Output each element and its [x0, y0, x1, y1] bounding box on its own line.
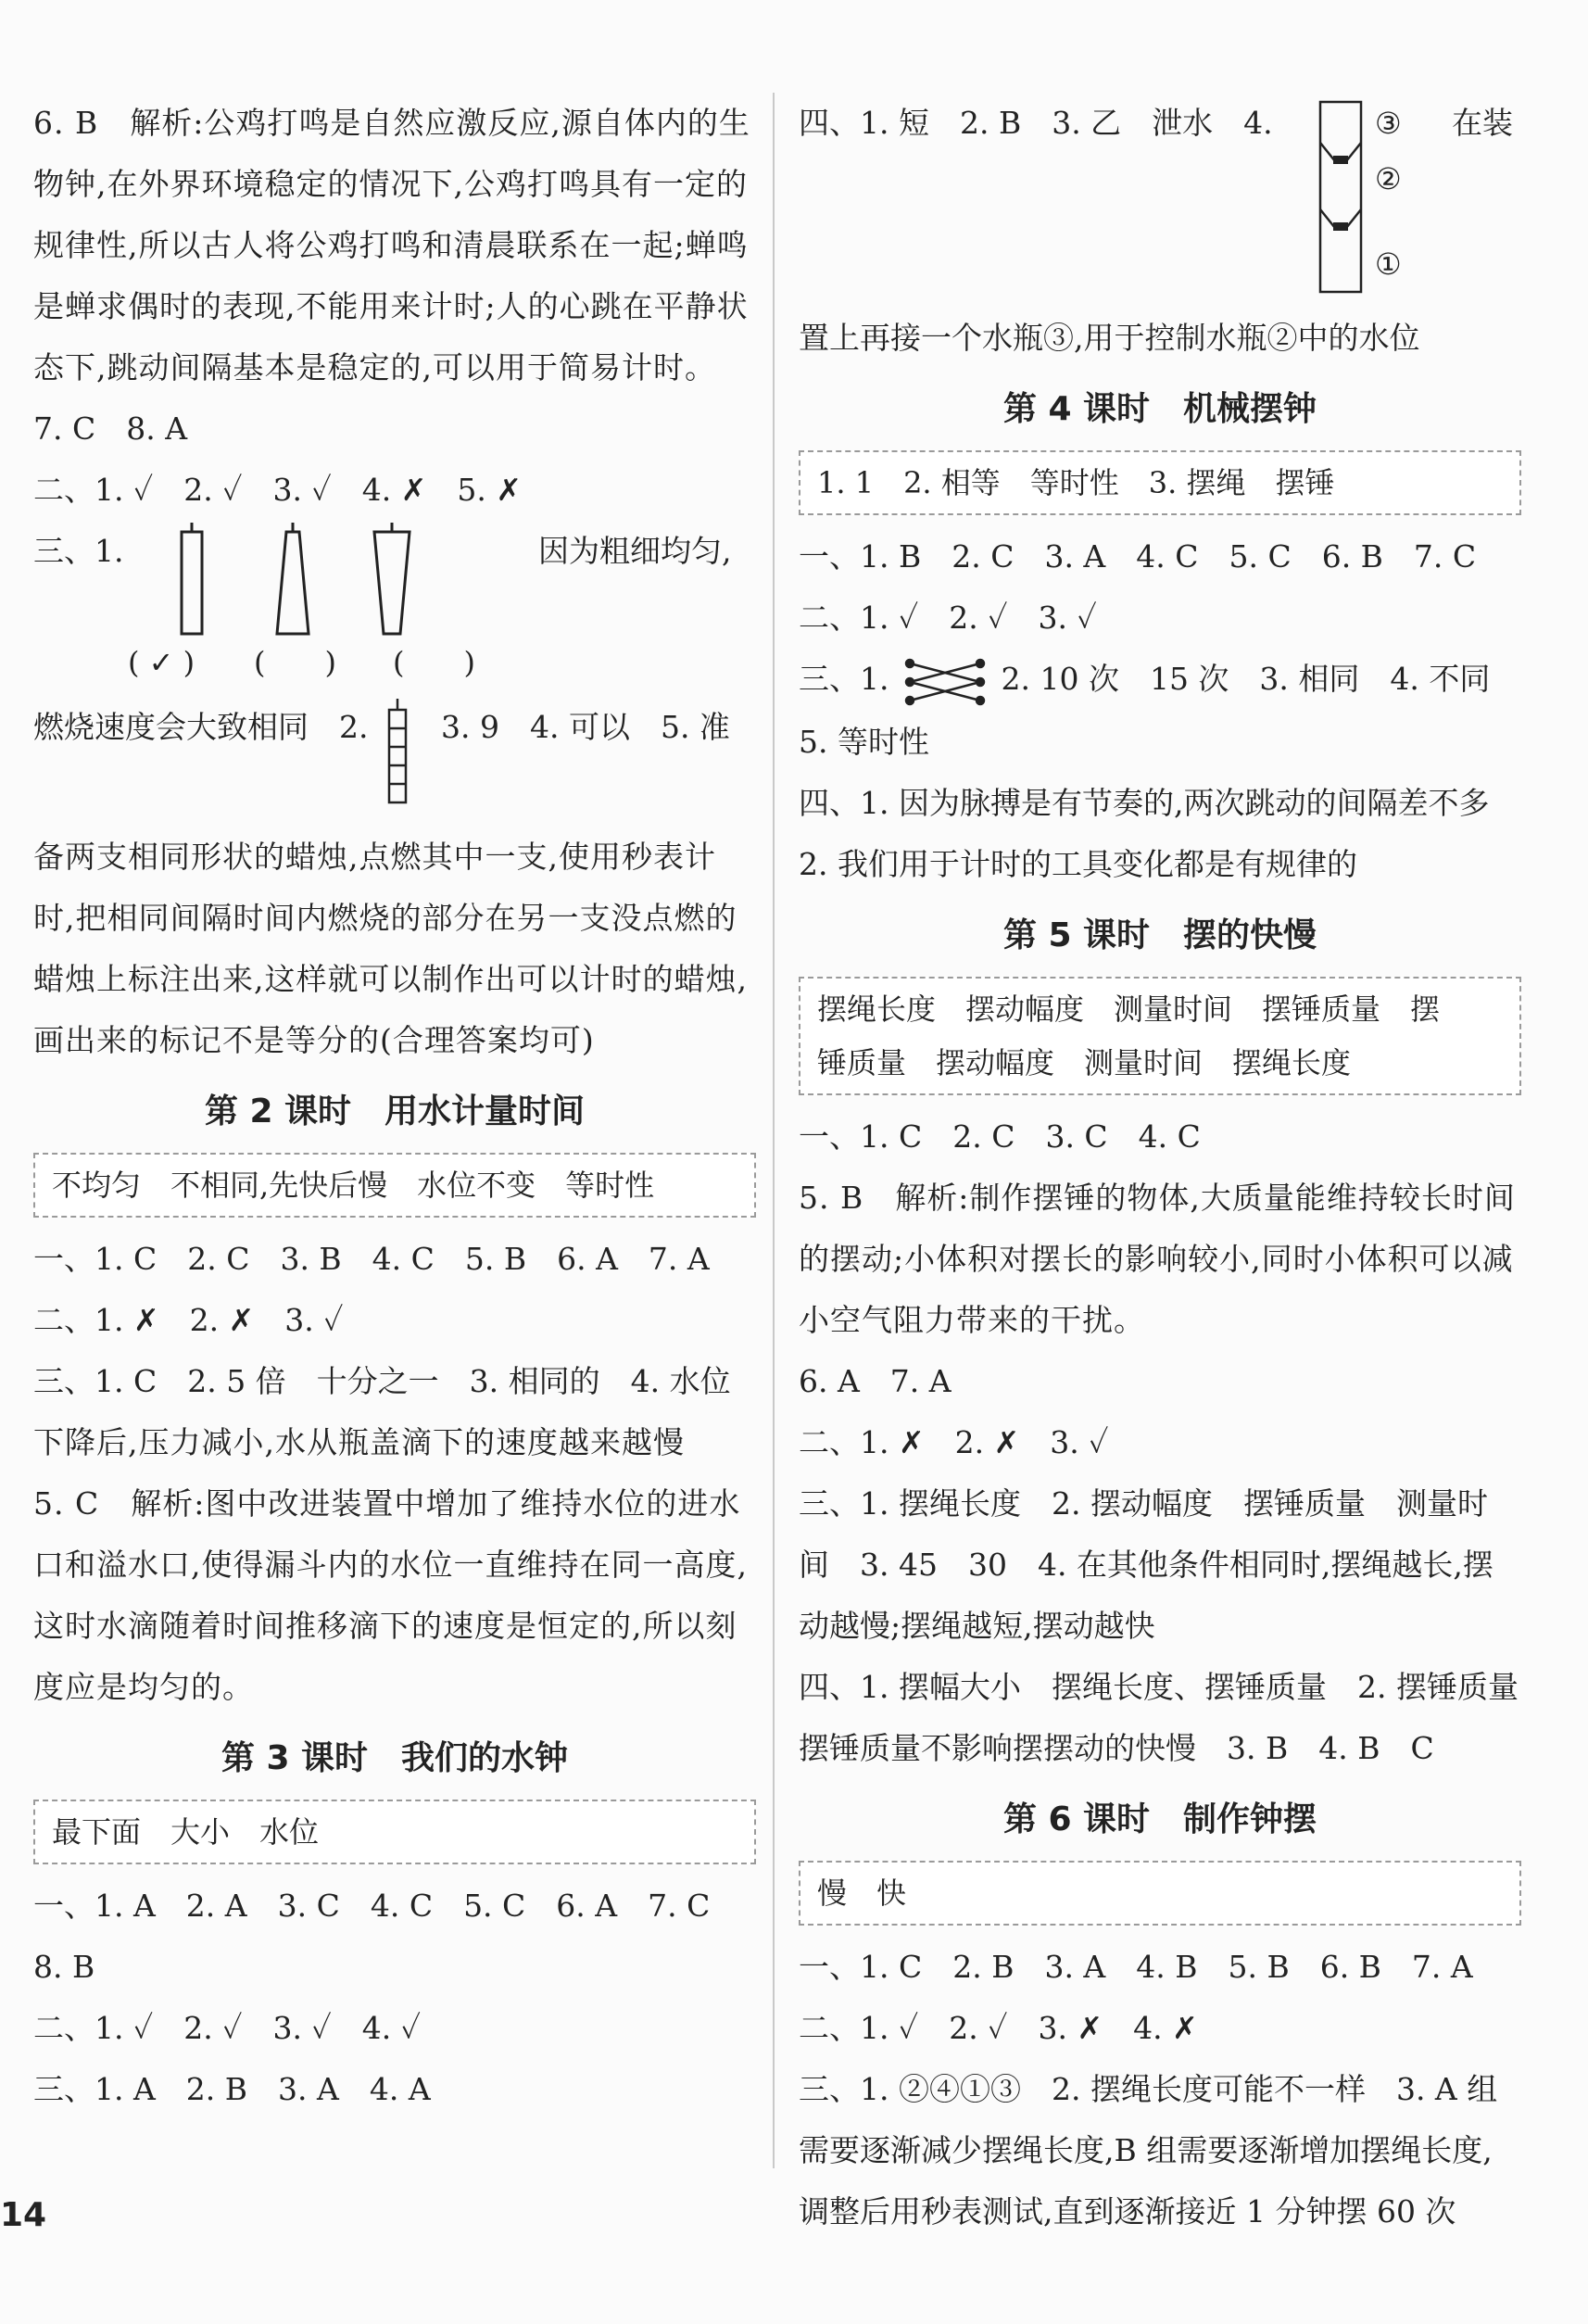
answer-line: 的摆动;小体积对摆长的影响较小,同时小体积可以减	[799, 1241, 1514, 1277]
answer-line: 二、1. ✓ 2. ✓ 3. ✓ 4. ✗ 5. ✗	[33, 472, 523, 508]
page-number: 14	[0, 2196, 47, 2234]
answer-line: 三、1. A 2. B 3. A 4. A	[33, 2071, 431, 2107]
answer-line: 蜡烛上标注出来,这样就可以制作出可以计时的蜡烛,	[33, 961, 748, 997]
answer-line: 6. A 7. A	[799, 1363, 952, 1399]
answer-line: 一、1. C 2. C 3. B 4. C 5. B 6. A 7. A	[33, 1241, 710, 1277]
ruler-figure-row	[33, 697, 756, 827]
candle-figures	[163, 521, 460, 641]
label-circle-2: ②	[1375, 161, 1402, 196]
choice-paren: ( )	[393, 645, 475, 680]
lesson-heading: 第 6 课时 制作钟摆	[1002, 1800, 1317, 1838]
answer-line: 6. B 解析:公鸡打鸣是自然应激反应,源自体内的生	[33, 105, 750, 141]
key-points-box: 1. 1 2. 相等 等时性 3. 摆绳 摆锤	[799, 450, 1521, 515]
answer-line: 一、1. B 2. C 3. A 4. C 5. C 6. B 7. C	[799, 538, 1477, 575]
answer-line: 三、1. C 2. 5 倍 十分之一 3. 相同的 4. 水位	[33, 1363, 731, 1399]
answer-line: 5. B 解析:制作摆锤的物体,大质量能维持较长时间	[799, 1180, 1516, 1216]
answer-line: 四、1. 摆幅大小 摆绳长度、摆锤质量 2. 摆锤质量	[799, 1669, 1519, 1705]
answer-line: 备两支相同形状的蜡烛,点燃其中一支,使用秒表计	[33, 839, 716, 875]
answer-line: 二、1. ✓ 2. ✓ 3. ✓	[799, 600, 1097, 636]
answer-line: 一、1. A 2. A 3. C 4. C 5. C 6. A 7. C	[33, 1888, 711, 1924]
lesson-heading: 第 2 课时 用水计量时间	[204, 1093, 586, 1130]
answer-line: 2. 我们用于计时的工具变化都是有规律的	[799, 846, 1357, 882]
answer-line: 调整后用秒表测试,直到逐渐接近 1 分钟摆 60 次	[799, 2193, 1456, 2229]
key-points-line: 摆绳长度 摆动幅度 测量时间 摆锤质量 摆	[817, 991, 1441, 1027]
answer-line: 间 3. 45 30 4. 在其他条件相同时,摆绳越长,摆	[799, 1547, 1493, 1583]
answer-line: 二、1. ✓ 2. ✓ 3. ✗ 4. ✗	[799, 2010, 1198, 2046]
candle-straight-icon	[182, 523, 202, 634]
answer-line: 一、1. C 2. B 3. A 4. B 5. B 6. B 7. A	[799, 1949, 1473, 1985]
answer-line: 态下,跳动间隔基本是稳定的,可以用于简易计时。	[33, 349, 716, 385]
column-divider	[773, 93, 775, 2168]
answer-text: 在装	[1452, 105, 1513, 141]
lesson-heading: 第 3 课时 我们的水钟	[221, 1739, 569, 1777]
answer-line: 二、1. ✗ 2. ✗ 3. ✓	[33, 1302, 344, 1338]
right-column	[799, 93, 1521, 2242]
answer-line: 四、1. 因为脉搏是有节奏的,两次跳动的间隔差不多	[799, 785, 1490, 821]
answer-text: 因为粗细均匀,	[538, 533, 732, 569]
answer-line: 度应是均匀的。	[33, 1669, 254, 1705]
label-circle-3: ③	[1375, 106, 1402, 141]
answer-text: 燃烧速度会大致相同 2.	[33, 709, 369, 745]
lesson-heading: 第 4 课时 机械摆钟	[1002, 390, 1317, 428]
answer-label: 三、1.	[33, 533, 124, 569]
key-points-box: 慢 快	[799, 1861, 1521, 1926]
answer-label: 三、1.	[799, 661, 889, 697]
answer-line: 二、1. ✓ 2. ✓ 3. ✓ 4. ✓	[33, 2010, 422, 2046]
answer-line: 5. C 解析:图中改进装置中增加了维持水位的进水	[33, 1485, 741, 1522]
answer-line: 7. C 8. A	[33, 410, 188, 447]
answer-line: 需要逐渐减少摆绳长度,B 组需要逐渐增加摆绳长度,	[799, 2132, 1493, 2168]
candle-figure-row	[33, 521, 756, 697]
answer-text: 四、1. 短 2. B 3. 乙 泄水 4.	[799, 105, 1273, 141]
answer-line: 时,把相同间隔时间内燃烧的部分在另一支没点燃的	[33, 900, 737, 936]
answer-line: 5. 等时性	[799, 724, 929, 760]
answer-line: 下降后,压力减小,水从瓶盖滴下的速度越来越慢	[33, 1424, 685, 1460]
key-points-box	[799, 977, 1521, 1095]
water-bottles-icon	[1313, 98, 1368, 302]
scale-ruler-icon	[384, 699, 411, 810]
answer-line: 三、1. 摆绳长度 2. 摆动幅度 摆锤质量 测量时	[799, 1485, 1488, 1522]
candle-wide-base-icon	[277, 523, 309, 634]
answer-text: 3. 9 4. 可以 5. 准	[441, 709, 730, 745]
answer-line: 置上再接一个水瓶③,用于控制水瓶②中的水位	[799, 320, 1420, 356]
answer-line: 摆锤质量不影响摆摆动的快慢 3. B 4. B C	[799, 1730, 1434, 1766]
answer-line: 小空气阻力带来的干扰。	[799, 1302, 1145, 1338]
left-column	[33, 93, 756, 2120]
answer-line: 动越慢;摆绳越短,摆动越快	[799, 1608, 1155, 1644]
candle-wide-top-icon	[374, 523, 410, 634]
choice-paren: ( )	[254, 645, 336, 680]
water-clock-figure-row	[799, 93, 1521, 308]
answer-line: 画出来的标记不是等分的(合理答案均可)	[33, 1022, 595, 1058]
choice-paren: ( ✓ )	[128, 645, 195, 680]
lesson-heading: 第 5 课时 摆的快慢	[1002, 916, 1317, 954]
label-circle-1: ①	[1375, 246, 1402, 282]
answer-text: 2. 10 次 15 次 3. 相同 4. 不同	[1001, 661, 1491, 697]
answer-line: 规律性,所以古人将公鸡打鸣和清晨联系在一起;蝉鸣	[33, 227, 749, 263]
matching-lines-icon	[899, 650, 991, 712]
answer-line: 一、1. C 2. C 3. C 4. C	[799, 1118, 1201, 1155]
key-points-line: 锤质量 摆动幅度 测量时间 摆绳长度	[817, 1045, 1352, 1080]
answer-line: 是蝉求偶时的表现,不能用来计时;人的心跳在平静状	[33, 288, 749, 324]
answer-line: 这时水滴随着时间推移滴下的速度是恒定的,所以刻	[33, 1608, 737, 1644]
answer-line: 物钟,在外界环境稳定的情况下,公鸡打鸣具有一定的	[33, 166, 748, 202]
key-points-box: 不均匀 不相同,先快后慢 水位不变 等时性	[33, 1153, 756, 1218]
answer-line: 8. B	[33, 1949, 95, 1985]
answer-line: 二、1. ✗ 2. ✗ 3. ✓	[799, 1424, 1109, 1460]
answer-line: 三、1. ②④①③ 2. 摆绳长度可能不一样 3. A 组	[799, 2071, 1498, 2107]
key-points-box: 最下面 大小 水位	[33, 1800, 756, 1864]
answer-line	[799, 649, 1521, 712]
answer-line: 口和溢水口,使得漏斗内的水位一直维持在同一高度,	[33, 1547, 748, 1583]
